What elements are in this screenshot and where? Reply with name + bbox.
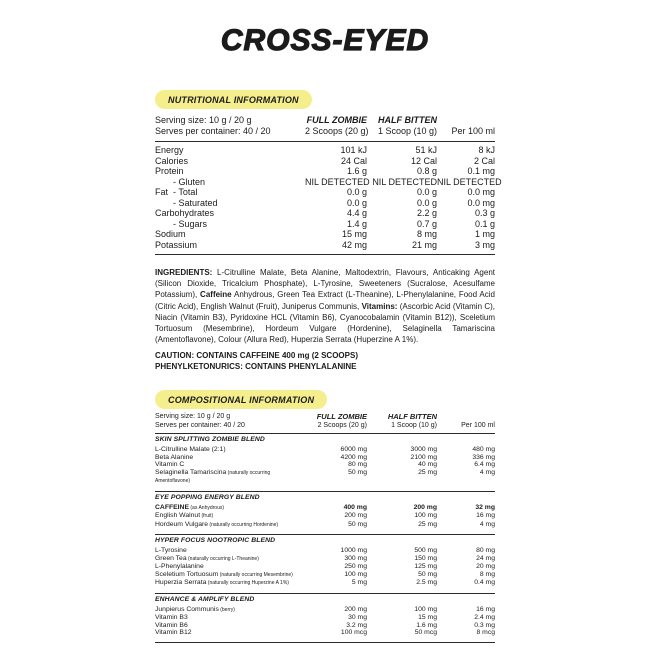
column-subtitle: 2 Scoops (20 g): [305, 126, 369, 136]
amount-full-zombie: 50 mg: [348, 468, 367, 476]
compositional-table-body: [155, 434, 495, 643]
amount-full-zombie: 250 mg: [344, 563, 367, 571]
row-label: [155, 177, 305, 188]
amount-per-100ml: 4 mg: [479, 468, 495, 476]
ingredient-name: Huperzia Serrata: [155, 579, 207, 587]
ingredient-name: Vitamin B12: [155, 629, 192, 637]
blend-row: [155, 563, 495, 571]
amount-full-zombie: 0.0 g: [346, 187, 367, 197]
ingredient-name: L-Phenylalanine: [155, 563, 204, 571]
amount-per-100ml: 4 mg: [479, 520, 495, 528]
amount-half-bitten: NIL DETECTED: [372, 176, 437, 187]
blend-row: [155, 614, 495, 622]
compositional-table-header: [155, 413, 495, 434]
ingredient-segment: (Ascorbic Acid (Vitamin C), Niacin (Vitamin B3), Pyridoxine HCL (Vitamin B6), Cyanocobalamin (Vitamin B12)), Sceletium Tortuosum (Mesembrine), Hordeum Vulgare (Hordenine), Selaginella Tamariscina (Amentoflavone), Colour (Allura Red), Huperzia Serrata (Huperzine A 1%).: [155, 301, 495, 345]
ingredient-name-cell: [155, 555, 305, 564]
amount-half-bitten: 0.8 g: [416, 166, 437, 176]
amount-per-100ml: 6.4 mg: [474, 461, 495, 469]
column-subtitle: 2 Scoops (20 g): [317, 421, 367, 429]
blend-row: [155, 571, 495, 580]
ingredient-name-cell: [155, 606, 305, 615]
nutrition-row: [155, 145, 495, 156]
blend-row: [155, 454, 495, 462]
amount-per-100ml: 20 mg: [476, 563, 495, 571]
caution-block: [155, 350, 495, 372]
amount-full-zombie: 101 kJ: [340, 145, 367, 155]
amount-full-zombie: 15 mg: [341, 229, 367, 239]
ingredients-paragraph: [155, 267, 495, 345]
ingredient-name-cell: [155, 512, 305, 521]
amount-per-100ml: 8 mcg: [476, 629, 495, 637]
amount-per-100ml: 0.3 g: [474, 208, 495, 218]
row-label-sub: - Sugars: [173, 218, 208, 229]
column-title: Per 100 ml: [451, 126, 495, 136]
amount-per-100ml: 2 Cal: [473, 155, 495, 166]
amount-full-zombie: 50 mg: [348, 520, 367, 528]
column-header-full-zombie: [305, 413, 367, 430]
column-title: Per 100 ml: [461, 421, 495, 429]
nutrition-row: [155, 166, 495, 177]
amount-per-100ml: 16 mg: [476, 512, 495, 520]
amount-per-100ml: 8 kJ: [478, 145, 495, 155]
ingredient-name-cell: [155, 563, 305, 571]
column-title: HALF BITTEN: [378, 115, 437, 125]
serving-size-text: Serving size: 10 g / 20 g: [155, 413, 231, 421]
amount-half-bitten: 40 mg: [418, 461, 437, 469]
ingredient-name-cell: [155, 579, 305, 588]
ingredient-name: English Walnut: [155, 512, 201, 520]
amount-full-zombie: 100 mcg: [340, 629, 367, 637]
amount-full-zombie: 200 mg: [344, 512, 367, 520]
amount-half-bitten: 2.2 g: [416, 208, 437, 218]
amount-full-zombie: 4.4 g: [346, 208, 367, 218]
column-title: FULL ZOMBIE: [316, 412, 367, 422]
amount-full-zombie: 200 mg: [344, 605, 367, 613]
amount-half-bitten: 25 mg: [418, 468, 437, 476]
ingredient-name-cell: [155, 622, 305, 630]
ingredient-name-cell: [155, 571, 305, 580]
ingredient-name-cell: [155, 469, 305, 486]
column-subtitle: 1 Scoop (10 g): [391, 421, 437, 429]
ingredient-name: Vitamin B3: [155, 614, 188, 622]
nutrition-row: [155, 208, 495, 219]
amount-half-bitten: 2100 mg: [410, 453, 437, 461]
blend-row: [155, 446, 495, 454]
nutritional-badge-row: [155, 90, 495, 109]
serving-size-text: Serving size: 10 g / 20 g: [155, 115, 252, 125]
ingredient-note: (naturally occurring Amentoflavone): [155, 469, 271, 485]
row-label: [155, 229, 305, 240]
caution-phenylketonurics-line: PHENYLKETONURICS: CONTAINS PHENYLALANINE: [155, 362, 357, 372]
blend-row: [155, 469, 495, 486]
row-label: [155, 240, 305, 251]
row-label-main: Potassium: [155, 239, 198, 250]
blend-row: [155, 512, 495, 521]
amount-full-zombie: 100 mg: [344, 570, 367, 578]
column-header-half-bitten: [367, 115, 437, 137]
amount-full-zombie: 6000 mg: [340, 446, 367, 454]
amount-half-bitten: 15 mg: [418, 614, 437, 622]
amount-full-zombie: 400 mg: [343, 503, 367, 511]
ingredient-segment: Caffeine: [200, 290, 232, 300]
amount-half-bitten: 0.7 g: [416, 218, 437, 229]
amount-half-bitten: 0.0 g: [416, 197, 437, 208]
blend-row: [155, 579, 495, 588]
amount-full-zombie: 30 mg: [348, 614, 367, 622]
blend-row: [155, 461, 495, 469]
blend-section: [155, 434, 495, 491]
column-header-per-100ml: [437, 115, 495, 137]
blend-title: ENHANCE & AMPLIFY BLEND: [155, 595, 255, 603]
ingredient-name: L-Tyrosine: [155, 547, 187, 555]
ingredient-name: CAFFEINE: [155, 503, 189, 511]
amount-half-bitten: 0.0 g: [416, 187, 437, 197]
blend-row: [155, 555, 495, 564]
amount-half-bitten: 50 mcg: [414, 629, 437, 637]
amount-full-zombie: 3.2 mg: [346, 621, 367, 629]
ingredient-name-cell: [155, 446, 305, 454]
blend-row: [155, 521, 495, 530]
nutritional-table-body: [155, 142, 502, 255]
row-label: [155, 166, 305, 177]
ingredient-segment: L-Citrulline Malate, Beta Alanine, Maltodextrin, Flavours, Anticaking Agent (Silicon Dioxide, Tricalcium Phosphate), L-Tyrosine, Sweeteners (Sucralose, Acesulfame Potassium),: [155, 268, 495, 300]
amount-per-100ml: 336 mg: [472, 453, 495, 461]
serves-per-container-text: Serves per container: 40 / 20: [155, 421, 245, 429]
ingredient-name-cell: [155, 504, 305, 513]
ingredient-name: L-Citrulline Malate (2:1): [155, 446, 226, 454]
ingredient-name: Vitamin C: [155, 461, 185, 469]
ingredient-segment: Vitamins:: [361, 301, 398, 311]
amount-per-100ml: 80 mg: [476, 547, 495, 555]
blend-row: [155, 622, 495, 630]
ingredient-name-cell: [155, 461, 305, 469]
ingredient-name: Green Tea: [155, 554, 187, 562]
amount-full-zombie: 1.6 g: [346, 166, 367, 176]
blend-row: [155, 547, 495, 555]
ingredient-name: Sceletium Tortuosum: [155, 570, 219, 578]
amount-full-zombie: 24 Cal: [340, 155, 367, 166]
amount-per-100ml: 3 mg: [474, 239, 495, 250]
serves-per-container-text: Serves per container: 40 / 20: [155, 126, 271, 136]
nutrition-row: [155, 229, 495, 240]
amount-per-100ml: 0.3 mg: [474, 621, 495, 629]
row-label-sub: - Gluten: [173, 176, 206, 187]
ingredient-name-cell: [155, 614, 305, 622]
amount-full-zombie: 5 mg: [351, 579, 367, 587]
blend-title: HYPER FOCUS NOOTROPIC BLEND: [155, 537, 276, 545]
caution-caffeine-line: CAUTION: CONTAINS CAFFEINE 400 mg (2 SCOOPS): [155, 351, 358, 361]
amount-full-zombie: 300 mg: [344, 554, 367, 562]
row-label-main: Calories: [155, 155, 189, 166]
ingredient-note: (naturally occurring Hordenine): [208, 521, 279, 528]
row-label-main: Protein: [155, 166, 184, 176]
column-header-full-zombie: [305, 115, 367, 137]
amount-half-bitten: 200 mg: [413, 503, 437, 511]
amount-half-bitten: 100 mg: [414, 605, 437, 613]
amount-half-bitten: 2.5 mg: [416, 579, 437, 587]
blend-section: [155, 534, 495, 593]
column-subtitle: 1 Scoop (10 g): [377, 126, 437, 136]
ingredient-segment: INGREDIENTS:: [155, 268, 218, 277]
amount-per-100ml: 0.4 mg: [474, 579, 495, 587]
ingredient-segment: Anhydrous, Green Tea Extract (L-Theanine), L-Phenylalanine, Food Acid (Citric Acid), English Walnut (Fruit), Juniperus Communis,: [155, 290, 495, 311]
ingredient-name: Selaginella Tamariscina: [155, 468, 227, 476]
amount-per-100ml: 0.0 mg: [467, 197, 495, 208]
ingredient-note: (as Anhydrous): [189, 504, 225, 511]
row-label-main: Fat: [155, 187, 169, 197]
row-label: [155, 208, 305, 219]
nutrition-row: [155, 198, 495, 209]
blend-row: [155, 629, 495, 637]
product-title: CROSS-EYED: [220, 24, 430, 57]
row-label-sub: - Total: [173, 187, 198, 197]
amount-full-zombie: 1000 mg: [340, 547, 367, 555]
ingredient-name-cell: [155, 629, 305, 637]
nutritional-information-badge: NUTRITIONAL INFORMATION: [155, 90, 312, 109]
amount-half-bitten: 51 kJ: [415, 145, 437, 155]
ingredient-note: (naturally occurring Huperzine A 1%): [206, 580, 289, 587]
amount-full-zombie: NIL DETECTED: [305, 176, 370, 187]
amount-half-bitten: 125 mg: [414, 563, 437, 571]
nutritional-table-header: [155, 115, 495, 142]
row-label: [155, 145, 305, 156]
blend-section: [155, 491, 495, 535]
nutrition-row: [155, 187, 495, 198]
amount-full-zombie: 0.0 g: [346, 197, 367, 208]
blend-row: [155, 504, 495, 513]
amount-full-zombie: 1.4 g: [346, 218, 367, 229]
amount-per-100ml: 1 mg: [474, 229, 495, 239]
amount-half-bitten: 500 mg: [414, 547, 437, 555]
row-label: [155, 187, 305, 198]
column-header-half-bitten: [367, 413, 437, 430]
ingredient-name: Junpierus Communis: [155, 605, 219, 613]
compositional-information-badge: COMPOSITIONAL INFORMATION: [155, 390, 327, 409]
blend-row: [155, 606, 495, 615]
amount-full-zombie: 4200 mg: [340, 453, 367, 461]
amount-per-100ml: 2.4 mg: [474, 614, 495, 622]
amount-full-zombie: 42 mg: [341, 239, 367, 250]
amount-per-100ml: 0.0 mg: [467, 187, 495, 197]
ingredient-note: (fruit): [200, 513, 214, 520]
compositional-badge-row: [155, 390, 495, 409]
amount-full-zombie: 80 mg: [348, 461, 367, 469]
row-label: [155, 219, 305, 230]
ingredient-name-cell: [155, 454, 305, 462]
amount-half-bitten: 100 mg: [414, 512, 437, 520]
column-header-per-100ml: [437, 413, 495, 430]
amount-per-100ml: 0.1 mg: [467, 166, 495, 176]
amount-per-100ml: 0.1 g: [474, 218, 495, 229]
ingredient-name: Beta Alanine: [155, 453, 194, 461]
amount-per-100ml: 32 mg: [475, 503, 495, 511]
amount-per-100ml: 24 mg: [476, 554, 495, 562]
row-label-main: Sodium: [155, 229, 186, 239]
amount-per-100ml: NIL DETECTED: [437, 176, 502, 187]
amount-half-bitten: 150 mg: [414, 554, 437, 562]
row-label-sub: - Saturated: [173, 197, 218, 208]
row-label-main: Carbohydrates: [155, 208, 215, 218]
ingredient-name: Hordeum Vulgare: [155, 520, 209, 528]
nutrition-row: [155, 240, 495, 251]
row-label: [155, 198, 305, 209]
ingredient-note: (berry): [218, 606, 235, 613]
amount-per-100ml: 480 mg: [472, 446, 495, 454]
amount-half-bitten: 21 mg: [411, 239, 437, 250]
nutrition-row: [155, 176, 502, 188]
column-title: HALF BITTEN: [387, 412, 437, 422]
row-label: [155, 156, 305, 167]
compositional-serving-info: [155, 413, 305, 430]
column-title: FULL ZOMBIE: [306, 115, 367, 125]
amount-half-bitten: 12 Cal: [410, 155, 437, 166]
ingredient-name: Vitamin B6: [155, 621, 188, 629]
amount-half-bitten: 50 mg: [418, 570, 437, 578]
blend-title: EYE POPPING ENERGY BLEND: [155, 493, 260, 501]
amount-per-100ml: 8 mg: [479, 570, 495, 578]
supplement-label: [155, 0, 502, 643]
amount-per-100ml: 16 mg: [476, 605, 495, 613]
blend-title: SKIN SPLITTING ZOMBIE BLEND: [155, 436, 265, 444]
nutritional-serving-info: [155, 115, 305, 137]
amount-half-bitten: 25 mg: [418, 520, 437, 528]
ingredient-note: (naturally occurring L-Theanine): [186, 555, 259, 562]
ingredient-name-cell: [155, 547, 305, 555]
blend-section: [155, 593, 495, 642]
amount-half-bitten: 1.6 mg: [416, 621, 437, 629]
amount-half-bitten: 3000 mg: [410, 446, 437, 454]
nutrition-row: [155, 156, 495, 167]
row-label-main: Energy: [155, 145, 184, 155]
ingredient-name-cell: [155, 521, 305, 530]
amount-half-bitten: 8 mg: [416, 229, 437, 239]
nutrition-row: [155, 219, 495, 230]
ingredient-note: (naturally occurring Mesembrine): [218, 571, 293, 578]
